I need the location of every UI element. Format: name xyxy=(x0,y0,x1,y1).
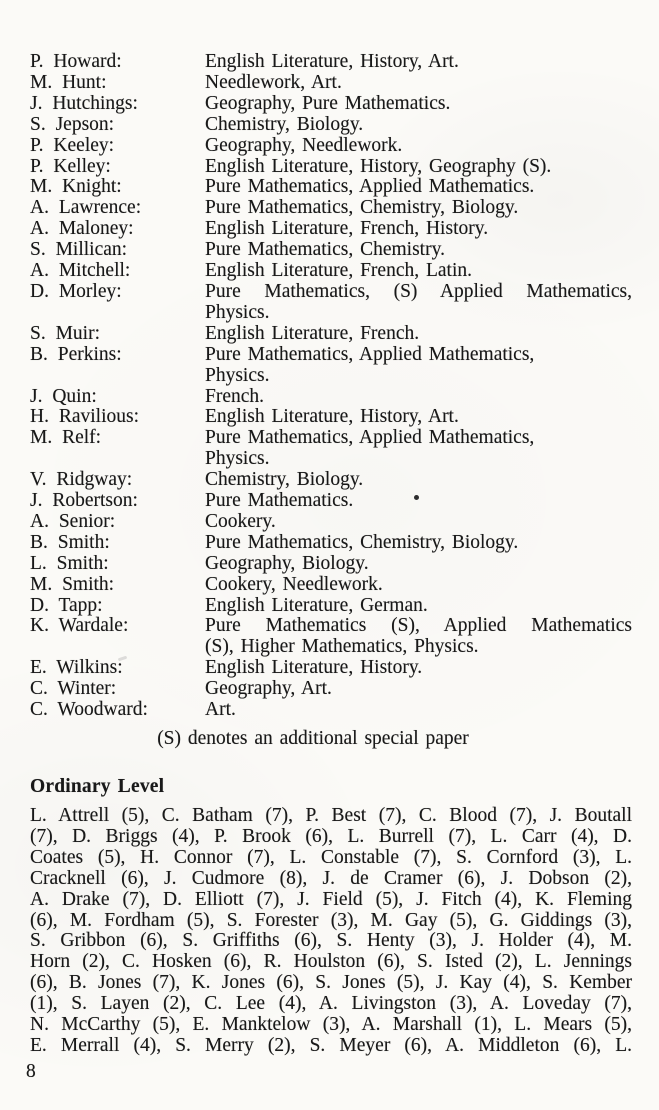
candidate-subjects xyxy=(205,533,632,554)
candidate-name: V. Ridgway: xyxy=(30,469,133,491)
candidate-name: J. Hutchings: xyxy=(30,92,138,114)
result-row xyxy=(30,575,632,596)
result-row xyxy=(30,596,632,617)
candidate-subjects xyxy=(205,658,632,679)
candidate-name: D. Morley: xyxy=(30,280,122,302)
result-row xyxy=(30,345,632,387)
result-row xyxy=(30,177,632,198)
candidate-subjects xyxy=(205,700,632,721)
candidate-name: A. Maloney: xyxy=(30,218,134,240)
candidate-subjects xyxy=(205,115,632,136)
subject-line: French. xyxy=(205,385,265,407)
candidate-subjects xyxy=(205,554,632,575)
candidate-name: D. Tapp: xyxy=(30,594,103,616)
candidate-subjects xyxy=(205,387,632,408)
candidate-subjects xyxy=(205,157,632,178)
subject-line: English Literature, German. xyxy=(205,594,428,616)
result-row xyxy=(30,198,632,219)
candidate-subjects xyxy=(205,470,632,491)
candidate-name: K. Wardale: xyxy=(30,615,129,637)
candidate-subjects xyxy=(205,219,632,240)
result-row xyxy=(30,512,632,533)
subject-line: Pure Mathematics, Applied Mathematics, xyxy=(205,343,535,365)
subject-line: (S), Higher Mathematics, Physics. xyxy=(205,636,479,658)
result-row xyxy=(30,157,632,178)
result-row xyxy=(30,700,632,721)
candidate-name: E. Wilkins: xyxy=(30,657,123,679)
subject-line: Pure Mathematics, Chemistry. xyxy=(205,239,445,261)
subject-line: English Literature, French, Latin. xyxy=(205,260,473,282)
candidate-name: J. Quin: xyxy=(30,385,97,407)
paragraph-line: Coates (5), H. Connor (7), L. Constable (7), S. Cornford (3), L. xyxy=(30,846,632,868)
candidate-name: S. Jepson: xyxy=(30,113,115,135)
candidate-name: P. Keeley: xyxy=(30,134,115,156)
subject-line: Physics. xyxy=(205,448,270,470)
result-row xyxy=(30,94,632,115)
candidate-subjects xyxy=(205,616,632,658)
candidate-subjects xyxy=(205,198,632,219)
paragraph-line: (7), D. Briggs (4), P. Brook (6), L. Burrell (7), L. Carr (4), D. xyxy=(30,825,632,847)
candidate-subjects xyxy=(205,324,632,345)
candidate-subjects xyxy=(205,491,632,512)
subject-line: English Literature, History. xyxy=(205,657,423,679)
subject-line: Art. xyxy=(205,699,236,721)
subject-line: Pure Mathematics (S), Applied Mathematics xyxy=(205,615,632,637)
candidate-subjects xyxy=(205,261,632,282)
candidate-name: B. Smith: xyxy=(30,531,110,553)
subject-line: Needlework, Art. xyxy=(205,71,342,93)
subject-line: Chemistry, Biology. xyxy=(205,469,364,491)
subject-line: English Literature, French. xyxy=(205,322,420,344)
subject-line: English Literature, History, Geography (S). xyxy=(205,155,552,177)
paragraph-line: Horn (2), C. Hosken (6), R. Houlston (6), S. Isted (2), L. Jennings xyxy=(30,951,632,973)
result-row xyxy=(30,407,632,428)
result-row xyxy=(30,679,632,700)
result-row xyxy=(30,554,632,575)
paragraph-line: N. McCarthy (5), E. Manktelow (3), A. Marshall (1), L. Mears (5), xyxy=(30,1014,632,1036)
result-row xyxy=(30,261,632,282)
advanced-results-list xyxy=(30,52,632,721)
subject-line: Pure Mathematics. xyxy=(205,490,354,512)
subject-line: Geography, Needlework. xyxy=(205,134,403,156)
subject-line: Geography, Biology. xyxy=(205,552,369,574)
candidate-name: M. Relf: xyxy=(30,427,102,449)
candidate-subjects xyxy=(205,512,632,533)
candidate-subjects xyxy=(205,679,632,700)
special-paper-note: (S) denotes an additional special paper xyxy=(157,728,469,749)
candidate-subjects xyxy=(205,428,632,470)
subject-line: English Literature, French, History. xyxy=(205,218,489,240)
candidate-name: C. Winter: xyxy=(30,678,117,700)
candidate-subjects xyxy=(205,345,632,387)
candidate-name: H. Ravilious: xyxy=(30,406,140,428)
paragraph-line: Cracknell (6), J. Cudmore (8), J. de Cramer (6), J. Dobson (2), xyxy=(30,867,632,889)
subject-line: Chemistry, Biology. xyxy=(205,113,364,135)
candidate-name: L. Smith: xyxy=(30,552,109,574)
candidate-name: B. Perkins: xyxy=(30,343,122,365)
ordinary-results-paragraph xyxy=(30,806,632,1057)
result-row xyxy=(30,387,632,408)
paragraph-line: L. Attrell (5), C. Batham (7), P. Best (7), C. Blood (7), J. Boutall xyxy=(30,805,632,826)
subject-line: Pure Mathematics, (S) Applied Mathematics, xyxy=(205,280,632,302)
paragraph-line: (6), B. Jones (7), K. Jones (6), S. Jones (5), J. Kay (4), S. Kember xyxy=(30,972,632,994)
candidate-name: J. Robertson: xyxy=(30,490,138,512)
subject-line: Pure Mathematics, Chemistry, Biology. xyxy=(205,531,519,553)
result-row xyxy=(30,470,632,491)
subject-line: English Literature, History, Art. xyxy=(205,406,459,428)
candidate-subjects xyxy=(205,282,632,324)
candidate-name: A. Mitchell: xyxy=(30,260,131,282)
result-row xyxy=(30,282,632,324)
result-row xyxy=(30,533,632,554)
candidate-subjects xyxy=(205,136,632,157)
result-row xyxy=(30,240,632,261)
candidate-name: A. Senior: xyxy=(30,510,116,532)
paragraph-line: A. Drake (7), D. Elliott (7), J. Field (5), J. Fitch (4), K. Fleming xyxy=(30,888,632,910)
subject-line: Geography, Art. xyxy=(205,678,332,700)
ordinary-level-heading: Ordinary Level xyxy=(30,776,165,797)
result-row xyxy=(30,136,632,157)
subject-line: Cookery. xyxy=(205,510,276,532)
candidate-subjects xyxy=(205,52,632,73)
candidate-name: A. Lawrence: xyxy=(30,197,142,219)
result-row xyxy=(30,324,632,345)
candidate-name: S. Millican: xyxy=(30,239,128,261)
page-number: 8 xyxy=(26,1061,36,1082)
subject-line: Pure Mathematics, Applied Mathematics. xyxy=(205,176,535,198)
result-row xyxy=(30,115,632,136)
result-row xyxy=(30,219,632,240)
paragraph-line: (6), M. Fordham (5), S. Forester (3), M. Gay (5), G. Giddings (3), xyxy=(30,909,632,931)
candidate-subjects xyxy=(205,177,632,198)
ink-speck xyxy=(414,495,419,500)
candidate-name: P. Kelley: xyxy=(30,155,111,177)
subject-line: English Literature, History, Art. xyxy=(205,51,459,72)
subject-line: Pure Mathematics, Applied Mathematics, xyxy=(205,427,535,449)
candidate-subjects xyxy=(205,575,632,596)
candidate-subjects xyxy=(205,73,632,94)
subject-line: Pure Mathematics, Chemistry, Biology. xyxy=(205,197,519,219)
candidate-name: P. Howard: xyxy=(30,51,122,72)
candidate-subjects xyxy=(205,94,632,115)
subject-line: Geography, Pure Mathematics. xyxy=(205,92,451,114)
candidate-name: M. Hunt: xyxy=(30,71,107,93)
result-row xyxy=(30,616,632,658)
candidate-subjects xyxy=(205,407,632,428)
result-row xyxy=(30,658,632,679)
paragraph-line: S. Gribbon (6), S. Griffiths (6), S. Henty (3), J. Holder (4), M. xyxy=(30,930,632,952)
candidate-name: C. Woodward: xyxy=(30,699,148,721)
subject-line: Cookery, Needlework. xyxy=(205,573,383,595)
subject-line: Physics. xyxy=(205,364,270,386)
paragraph-line: E. Merrall (4), S. Merry (2), S. Meyer (6), A. Middleton (6), L. xyxy=(30,1034,632,1056)
result-row xyxy=(30,73,632,94)
paragraph-line: (1), S. Layen (2), C. Lee (4), A. Livingston (3), A. Loveday (7), xyxy=(30,993,632,1015)
result-row xyxy=(30,52,632,73)
candidate-subjects xyxy=(205,596,632,617)
candidate-subjects xyxy=(205,240,632,261)
candidate-name: S. Muir: xyxy=(30,322,101,344)
subject-line: Physics. xyxy=(205,301,270,323)
result-row xyxy=(30,491,632,512)
candidate-name: M. Knight: xyxy=(30,176,122,198)
result-row xyxy=(30,428,632,470)
candidate-name: M. Smith: xyxy=(30,573,115,595)
